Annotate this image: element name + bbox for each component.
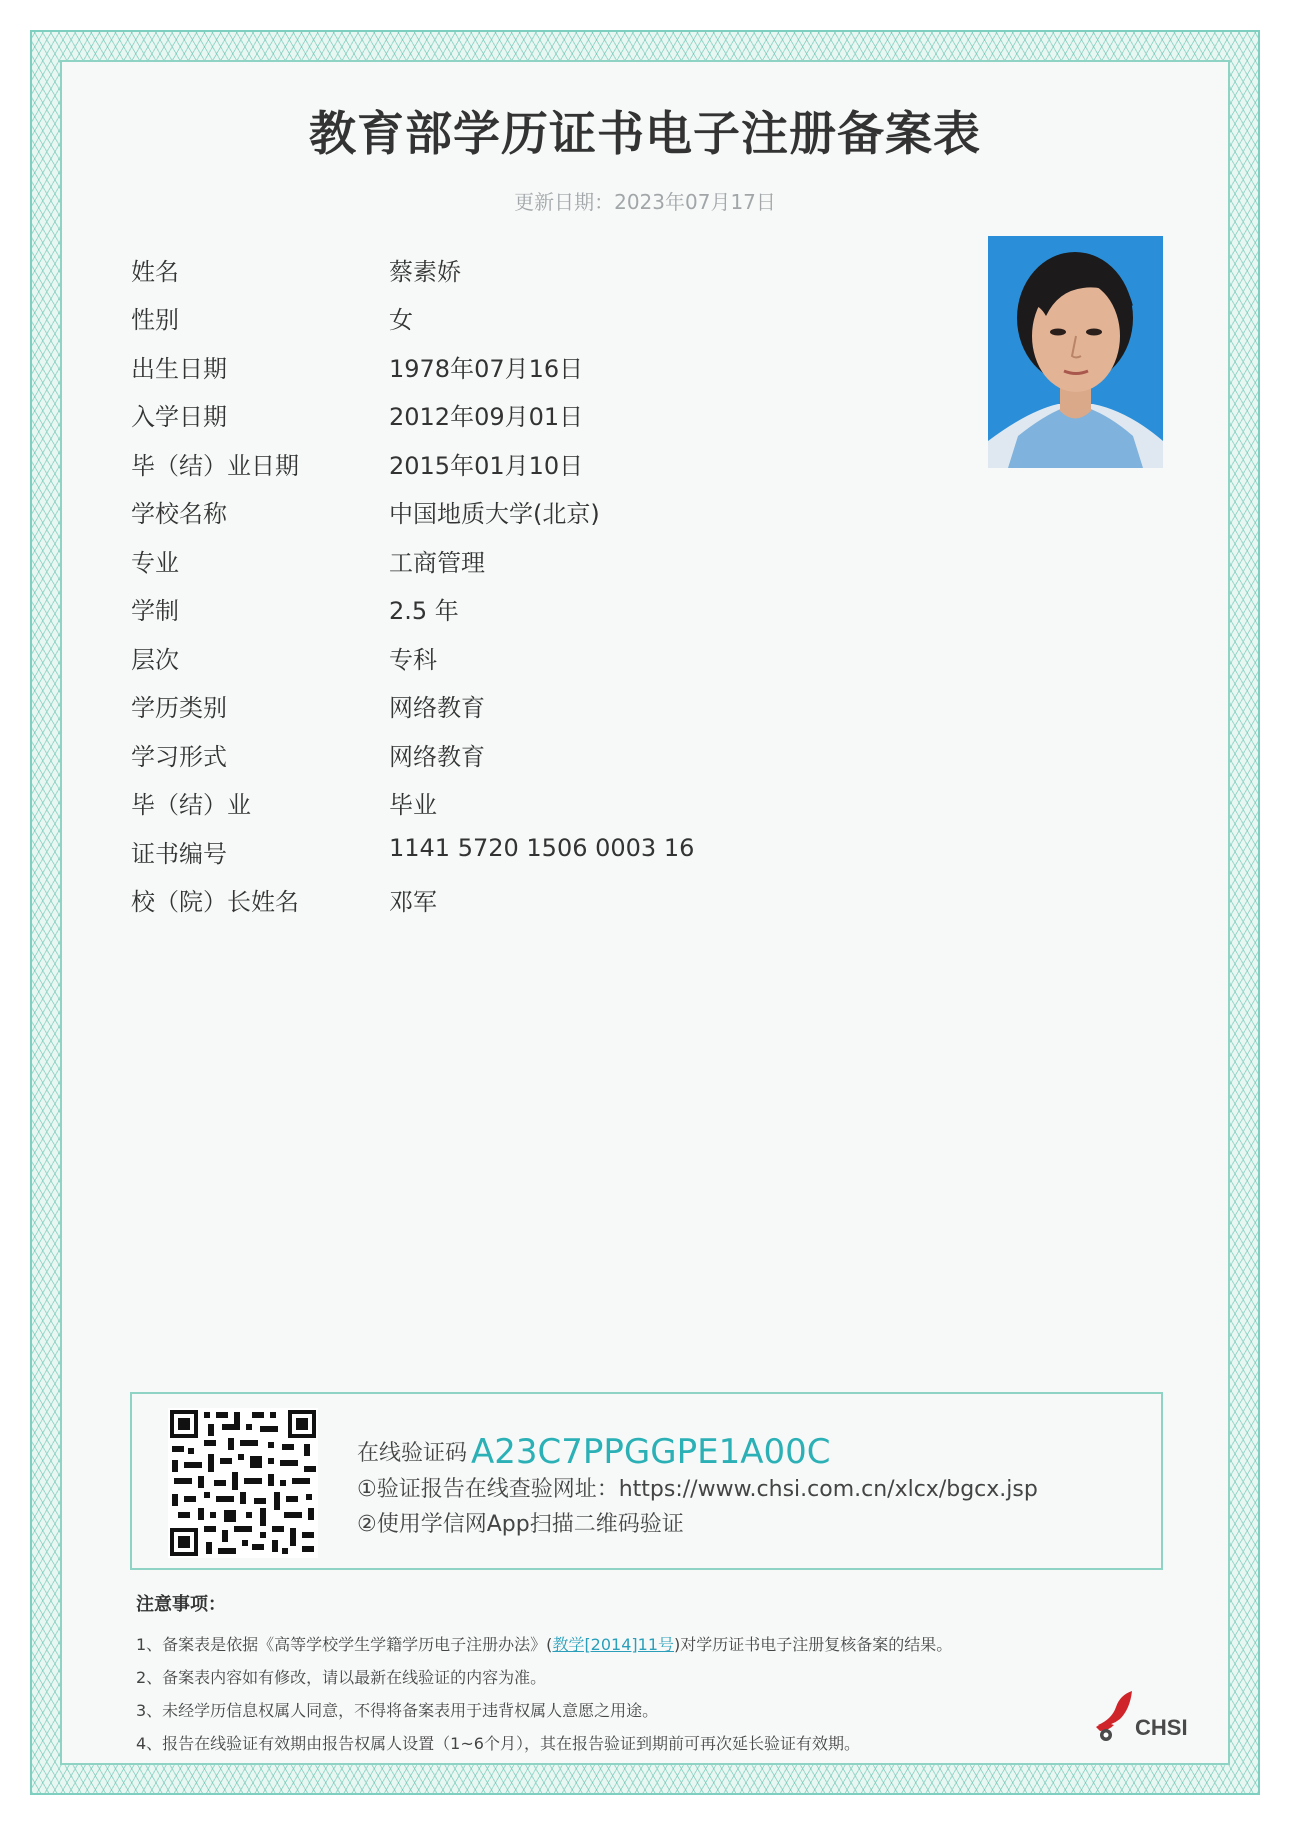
- verification-text: [357, 1432, 1038, 1542]
- updated-colon: ：: [594, 190, 615, 214]
- student-photo: [988, 236, 1163, 468]
- field-value: 工商管理: [389, 549, 485, 577]
- field-value: 蔡素娇: [389, 258, 461, 286]
- qr-code[interactable]: [168, 1408, 318, 1558]
- field-label: 层次: [131, 646, 179, 674]
- note-item: [136, 1628, 952, 1661]
- field-value: 中国地质大学(北京): [389, 500, 600, 528]
- field-label: 专业: [131, 549, 179, 577]
- verification-url-line: [357, 1472, 1038, 1507]
- field-value: 1978年07月16日: [389, 355, 584, 383]
- field-value: 女: [389, 306, 413, 334]
- field-value: 1141 5720 1506 0003 16: [389, 834, 695, 862]
- verification-code-line: [357, 1432, 1038, 1472]
- field-value: 毕业: [389, 791, 437, 819]
- verification-app-line: ②使用学信网App扫描二维码验证: [357, 1512, 684, 1537]
- verification-box: [130, 1392, 1163, 1570]
- field-label: 学历类别: [131, 694, 227, 722]
- document-title: 教育部学历证书电子注册备案表: [309, 107, 981, 162]
- verification-code: A23C7PPGGPE1A00C: [471, 1432, 831, 1472]
- field-label: 入学日期: [131, 403, 227, 431]
- verification-url[interactable]: https://www.chsi.com.cn/xlcx/bgcx.jsp: [618, 1477, 1038, 1502]
- note-item: 2、备案表内容如有修改，请以最新在线验证的内容为准。: [136, 1668, 547, 1687]
- field-label: 性别: [131, 306, 179, 334]
- field-label: 学制: [131, 597, 179, 625]
- regulation-link[interactable]: 教学[2014]11号: [552, 1635, 675, 1654]
- field-value: 2012年09月01日: [389, 403, 584, 431]
- updated-date: [0, 186, 1290, 215]
- field-label: 学习形式: [131, 743, 227, 771]
- verification-code-label: 在线验证码: [357, 1441, 468, 1466]
- field-value: 2015年01月10日: [389, 452, 584, 480]
- note-item: 4、报告在线验证有效期由报告权属人设置（1~6个月），其在报告验证到期前可再次延长验证有效期。: [136, 1734, 860, 1753]
- field-value: 邓军: [389, 888, 437, 916]
- notes-title: 注意事项：: [136, 1594, 226, 1615]
- note-text: )对学历证书电子注册复核备案的结果。: [674, 1635, 953, 1654]
- note-item: 3、未经学历信息权属人同意，不得将备案表用于违背权属人意愿之用途。: [136, 1701, 659, 1720]
- updated-value: 2023年07月17日: [614, 190, 776, 214]
- chsi-logo: [1086, 1685, 1196, 1745]
- verification-url-label: ①验证报告在线查验网址：: [357, 1477, 619, 1502]
- field-label: 毕（结）业: [131, 791, 251, 819]
- field-label: 证书编号: [131, 840, 227, 868]
- field-value: 专科: [389, 646, 437, 674]
- field-label: 出生日期: [131, 355, 227, 383]
- notes-section: [136, 1590, 952, 1760]
- field-value: 网络教育: [389, 743, 485, 771]
- field-label: 毕（结）业日期: [131, 452, 299, 480]
- field-label: 校（院）长姓名: [131, 888, 299, 916]
- field-value: 网络教育: [389, 694, 485, 722]
- field-label: 学校名称: [131, 500, 227, 528]
- updated-label: 更新日期: [514, 190, 595, 214]
- note-text: 1、备案表是依据《高等学校学生学籍学历电子注册办法》(: [136, 1635, 553, 1654]
- chsi-logo-text: CHSI: [1135, 1715, 1188, 1740]
- field-label: 姓名: [131, 258, 179, 286]
- field-value: 2.5 年: [389, 597, 459, 625]
